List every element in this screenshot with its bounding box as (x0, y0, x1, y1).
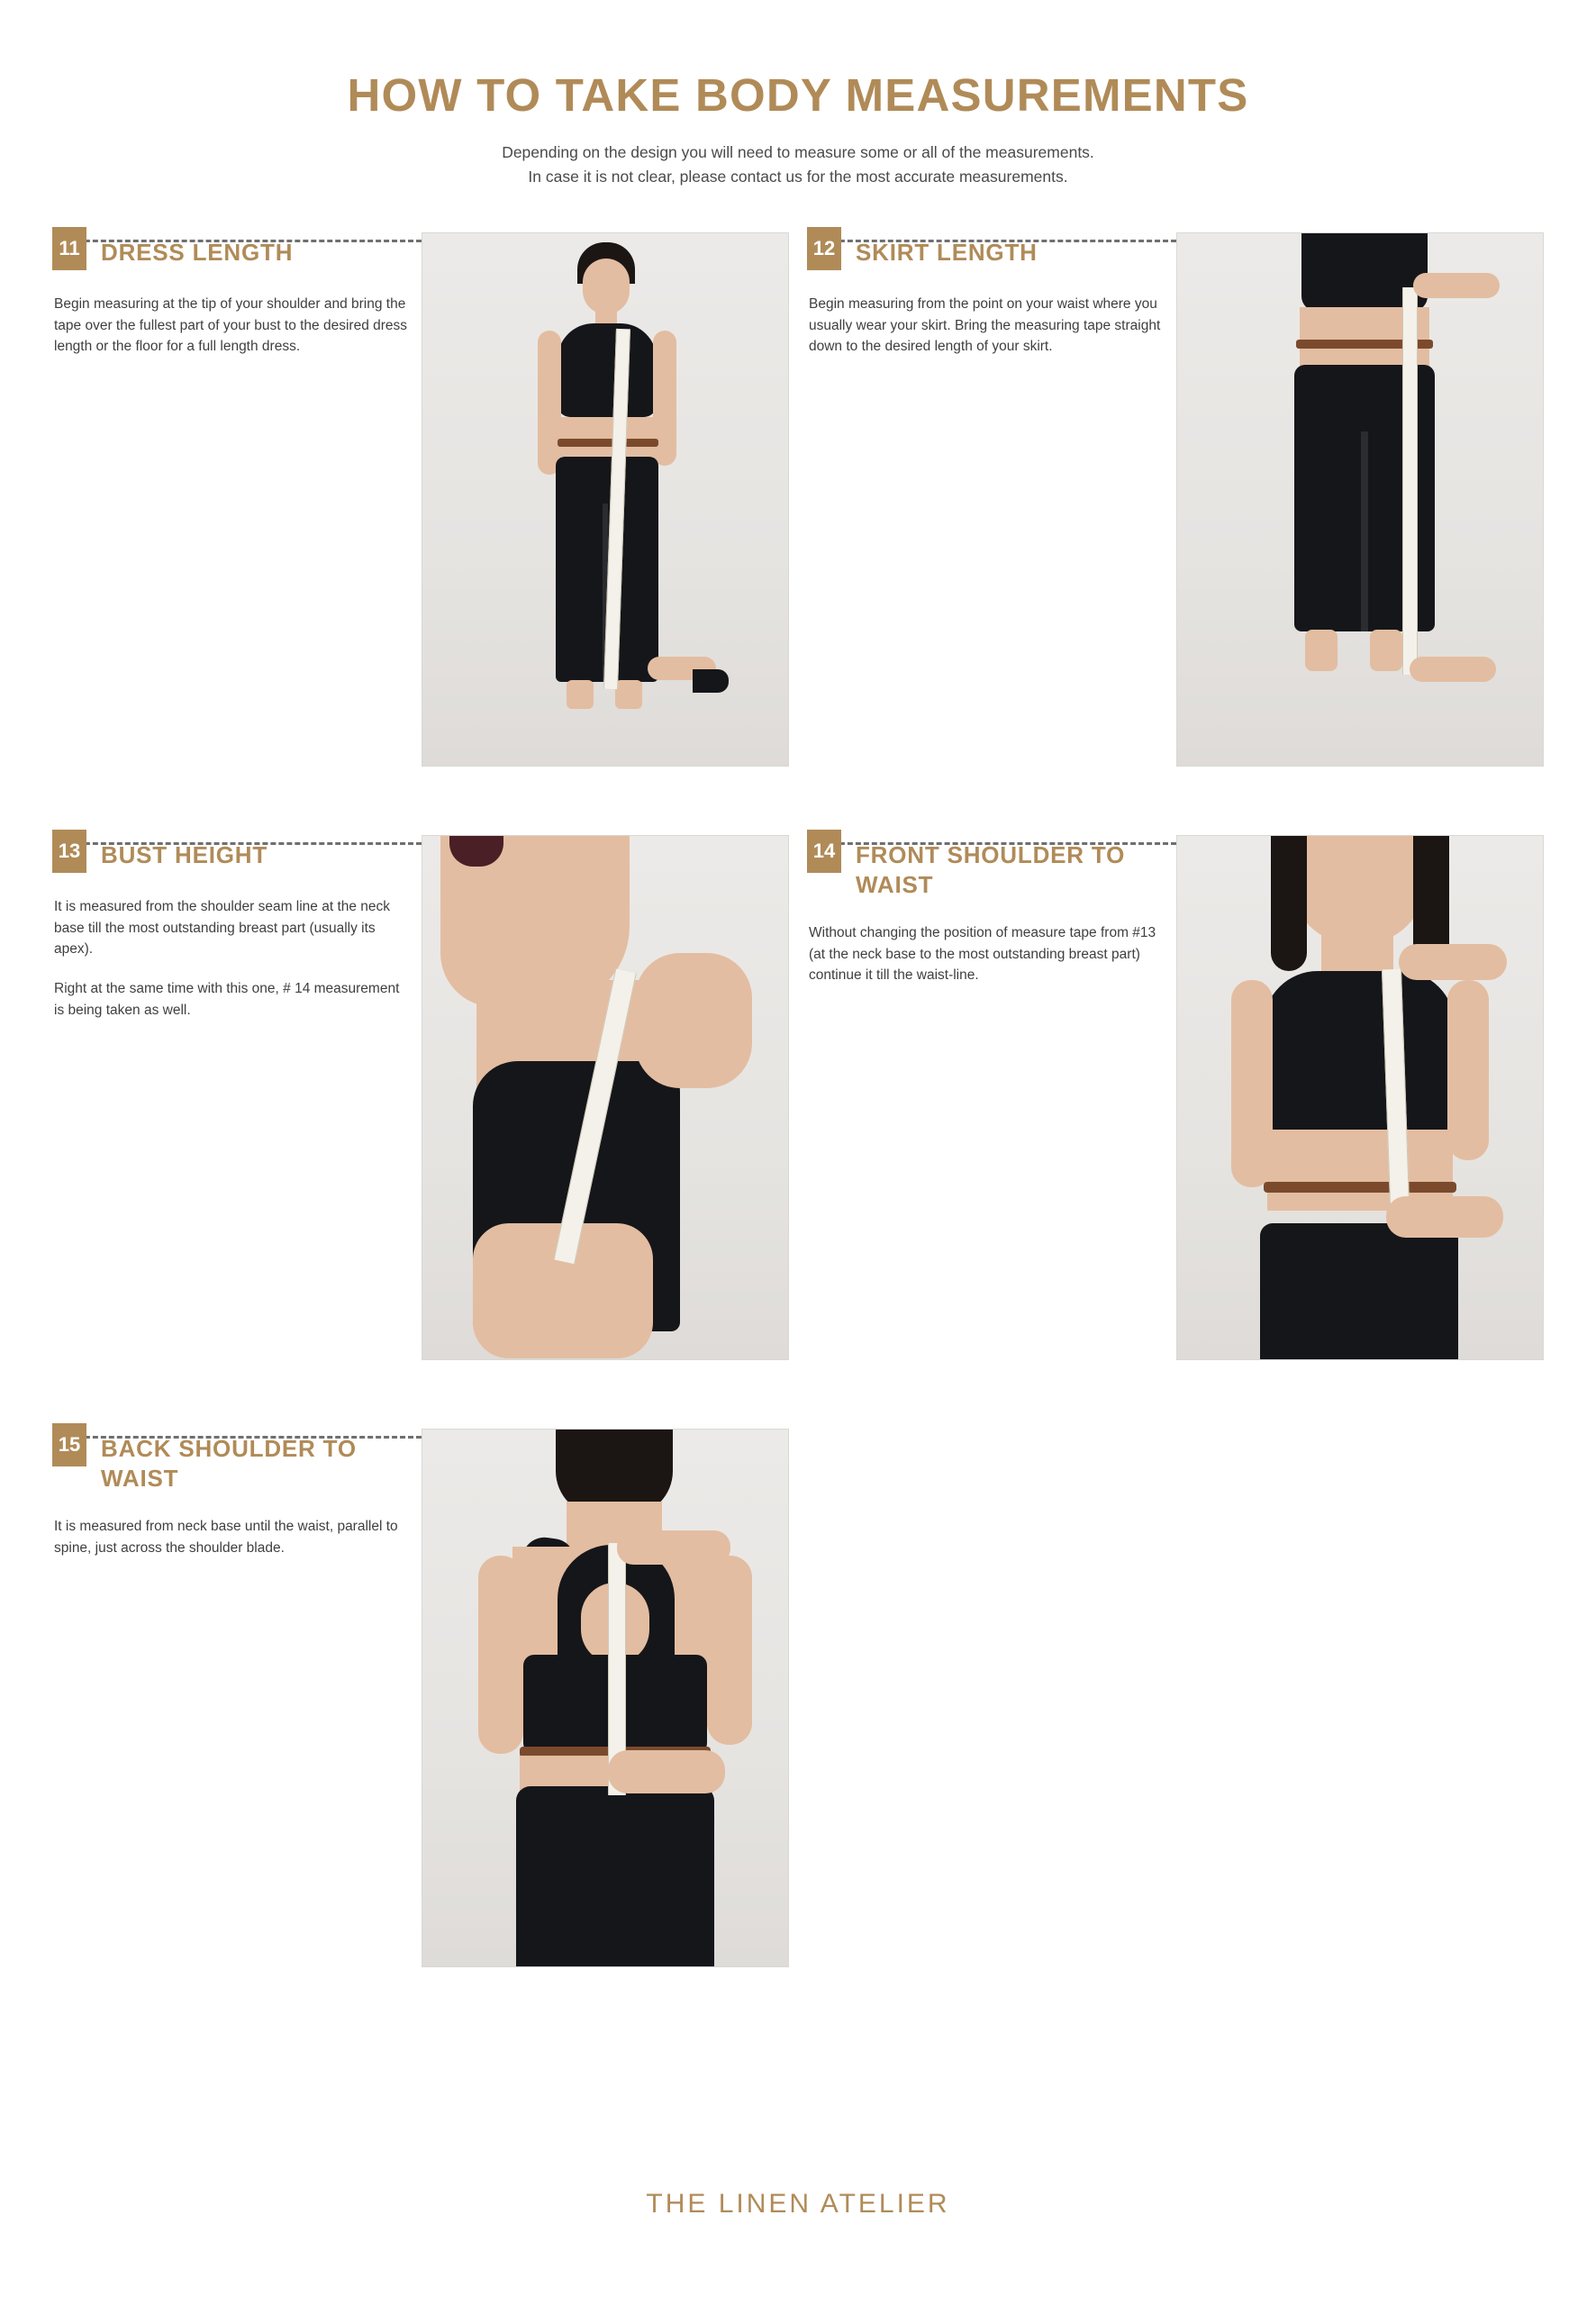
figure-arm-left (538, 331, 561, 475)
figure-top (558, 323, 657, 417)
steps-row-2 (52, 835, 1544, 1360)
page-title: HOW TO TAKE BODY MEASUREMENTS (347, 69, 1249, 121)
step-text-block (52, 835, 422, 1021)
figure-trousers (516, 1786, 714, 1966)
step-number-badge: 15 (52, 1423, 86, 1466)
figure-midriff (559, 417, 655, 457)
step-number-badge: 12 (807, 227, 841, 270)
step-description (807, 294, 1164, 358)
step-title: DRESS LENGTH (101, 239, 294, 267)
step-title: BACK SHOULDER TO WAIST (101, 1435, 357, 1492)
step-description (807, 922, 1164, 986)
step-heading (52, 232, 409, 270)
step-text-block (52, 232, 422, 358)
step-heading (52, 835, 409, 873)
steps-row-1 (52, 232, 1544, 767)
step-heading (807, 232, 1164, 270)
step-photo-back-shoulder-to-waist (422, 1429, 789, 1967)
step-description (52, 896, 409, 1021)
assistant-hand-top (1413, 273, 1500, 298)
step-paragraph-1: Begin measuring from the point on your waist where you usually wear your skirt. Bring the measuring tape straight down to the desired length of your skirt. (809, 296, 1161, 355)
step-description (52, 294, 409, 358)
step-description (52, 1516, 409, 1558)
step-title: BUST HEIGHT (101, 841, 268, 869)
step-paragraph-1: Begin measuring at the tip of your shoulder and bring the tape over the fullest part of your bust to the desired dress length or the floor for a full length dress. (54, 296, 408, 355)
step-heading (52, 1429, 409, 1493)
figure-sports-bra (1264, 971, 1455, 1133)
step-card-bust-height (52, 835, 789, 1360)
step-paragraph-2: Right at the same time with this one, # 14 measurement is being taken as well. (54, 980, 400, 1018)
figure-trousers (1260, 1223, 1458, 1360)
step-paragraph-1: It is measured from neck base until the waist, parallel to spine, just across the shoulder blade. (54, 1519, 398, 1556)
step-heading (807, 835, 1164, 899)
assistant-hand-shoulder (635, 953, 752, 1088)
step-number-badge: 14 (807, 830, 841, 873)
assistant-hand-bottom (1410, 657, 1496, 682)
figure-leg-gap (1361, 431, 1368, 631)
step-text-block (807, 232, 1176, 358)
figure-foot-right (1370, 630, 1402, 671)
figure-arm-right (707, 1556, 752, 1745)
page-header (52, 0, 1544, 189)
step-photo-dress-length (422, 232, 789, 767)
assistant-hand-waist (608, 1750, 725, 1793)
figure-hair-left (1271, 836, 1307, 971)
steps-grid (52, 232, 1544, 1967)
step-card-back-shoulder-to-waist (52, 1429, 789, 1967)
step-title: FRONT SHOULDER TO WAIST (856, 841, 1126, 898)
figure-belt (1264, 1182, 1456, 1193)
step-title: SKIRT LENGTH (856, 239, 1038, 267)
step-card-skirt-length (807, 232, 1544, 767)
assistant-hand-waist (1386, 1196, 1503, 1238)
step-number-badge: 11 (52, 227, 86, 270)
measuring-tape (1402, 287, 1418, 675)
footer-brand: THE LINEN ATELIER (646, 2189, 950, 2219)
step-paragraph-1: It is measured from the shoulder seam line at the neck base till the most outstanding breast part (usually its apex). (54, 899, 391, 958)
step-photo-skirt-length (1176, 232, 1544, 767)
steps-row-3 (52, 1429, 1544, 1967)
figure-arm-left (478, 1556, 523, 1754)
figure-foot-left (1305, 630, 1338, 671)
step-text-block (807, 835, 1176, 986)
figure-arm-right (1447, 980, 1489, 1160)
figure-foot-right (615, 680, 642, 709)
step-photo-bust-height (422, 835, 789, 1360)
step-text-block (52, 1429, 422, 1558)
figure-foot-left (567, 680, 594, 709)
step-photo-front-shoulder-to-waist (1176, 835, 1544, 1360)
step-card-front-shoulder-to-waist (807, 835, 1544, 1360)
assistant-hand-top (617, 1530, 730, 1565)
page-subtitle (52, 141, 1544, 189)
subtitle-line-2: In case it is not clear, please contact us for the most accurate measurements. (528, 168, 1068, 186)
assistant-hand-top (1399, 944, 1507, 980)
step-card-dress-length (52, 232, 789, 767)
figure-belt (558, 439, 658, 447)
step-paragraph-1: Without changing the position of measure tape from #13 (at the neck base to the most outstanding breast part) continue it till the waist-line. (809, 925, 1156, 984)
tape-case (693, 669, 729, 693)
step-number-badge: 13 (52, 830, 86, 873)
subtitle-line-1: Depending on the design you will need to measure some or all of the measurements. (502, 143, 1094, 162)
